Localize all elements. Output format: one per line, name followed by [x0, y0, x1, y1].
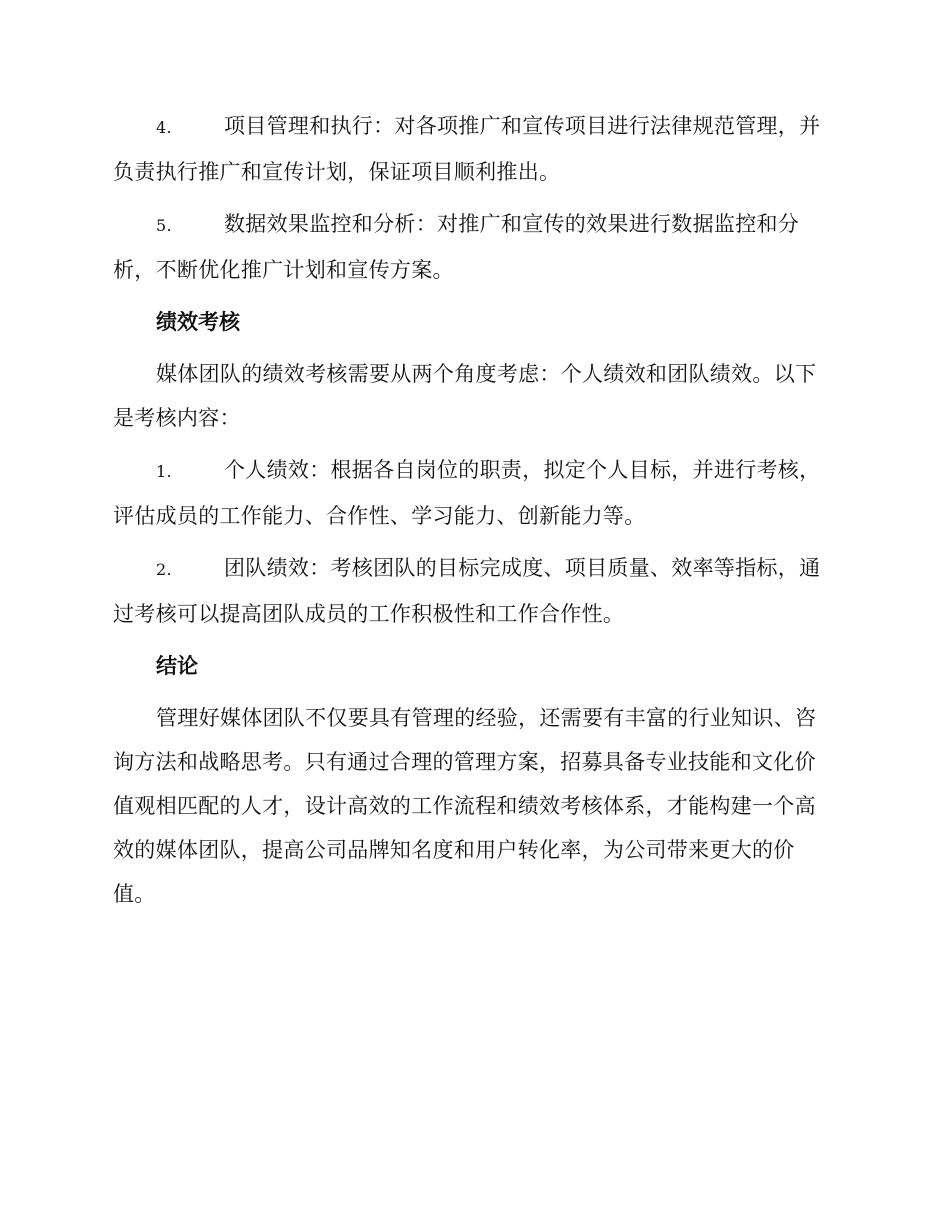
- section-heading-conclusion: 结论: [156, 654, 198, 678]
- list-number: 5.: [156, 216, 172, 235]
- performance-intro-paragraph: 媒体团队的绩效考核需要从两个角度考虑：个人绩效和团队绩效。以下是考核内容：: [113, 362, 817, 430]
- list-number: 2.: [156, 560, 172, 579]
- list-item-5: [113, 202, 830, 292]
- list-item-text: 数据效果监控和分析：对推广和宣传的效果进行数据监控和分析，不断优化推广计划和宣传方案。: [113, 212, 800, 282]
- conclusion-paragraph: 管理好媒体团队不仅要具有管理的经验，还需要有丰富的行业知识、咨询方法和战略思考。只有通过合理的管理方案，招募具备专业技能和文化价值观相匹配的人才，设计高效的工作流程和绩效考核体系，才能构建一个高效的媒体团队，提高公司品牌知名度和用户转化率，为公司带来更大的价值。: [113, 706, 817, 906]
- list-item-2: [113, 546, 830, 636]
- list-item-text: 团队绩效：考核团队的目标完成度、项目质量、效率等指标，通过考核可以提高团队成员的工作积极性和工作合作性。: [113, 556, 821, 626]
- list-number: 4.: [156, 118, 172, 137]
- list-item-text: 个人绩效：根据各自岗位的职责，拟定个人目标，并进行考核，评估成员的工作能力、合作性、学习能力、创新能力等。: [113, 458, 821, 528]
- list-item-4: [113, 104, 830, 194]
- section-heading-performance: 绩效考核: [156, 310, 240, 334]
- list-item-1: [113, 448, 830, 538]
- list-number: 1.: [156, 462, 172, 481]
- list-item-text: 项目管理和执行：对各项推广和宣传项目进行法律规范管理，并负责执行推广和宣传计划，保证项目顺利推出。: [113, 114, 821, 184]
